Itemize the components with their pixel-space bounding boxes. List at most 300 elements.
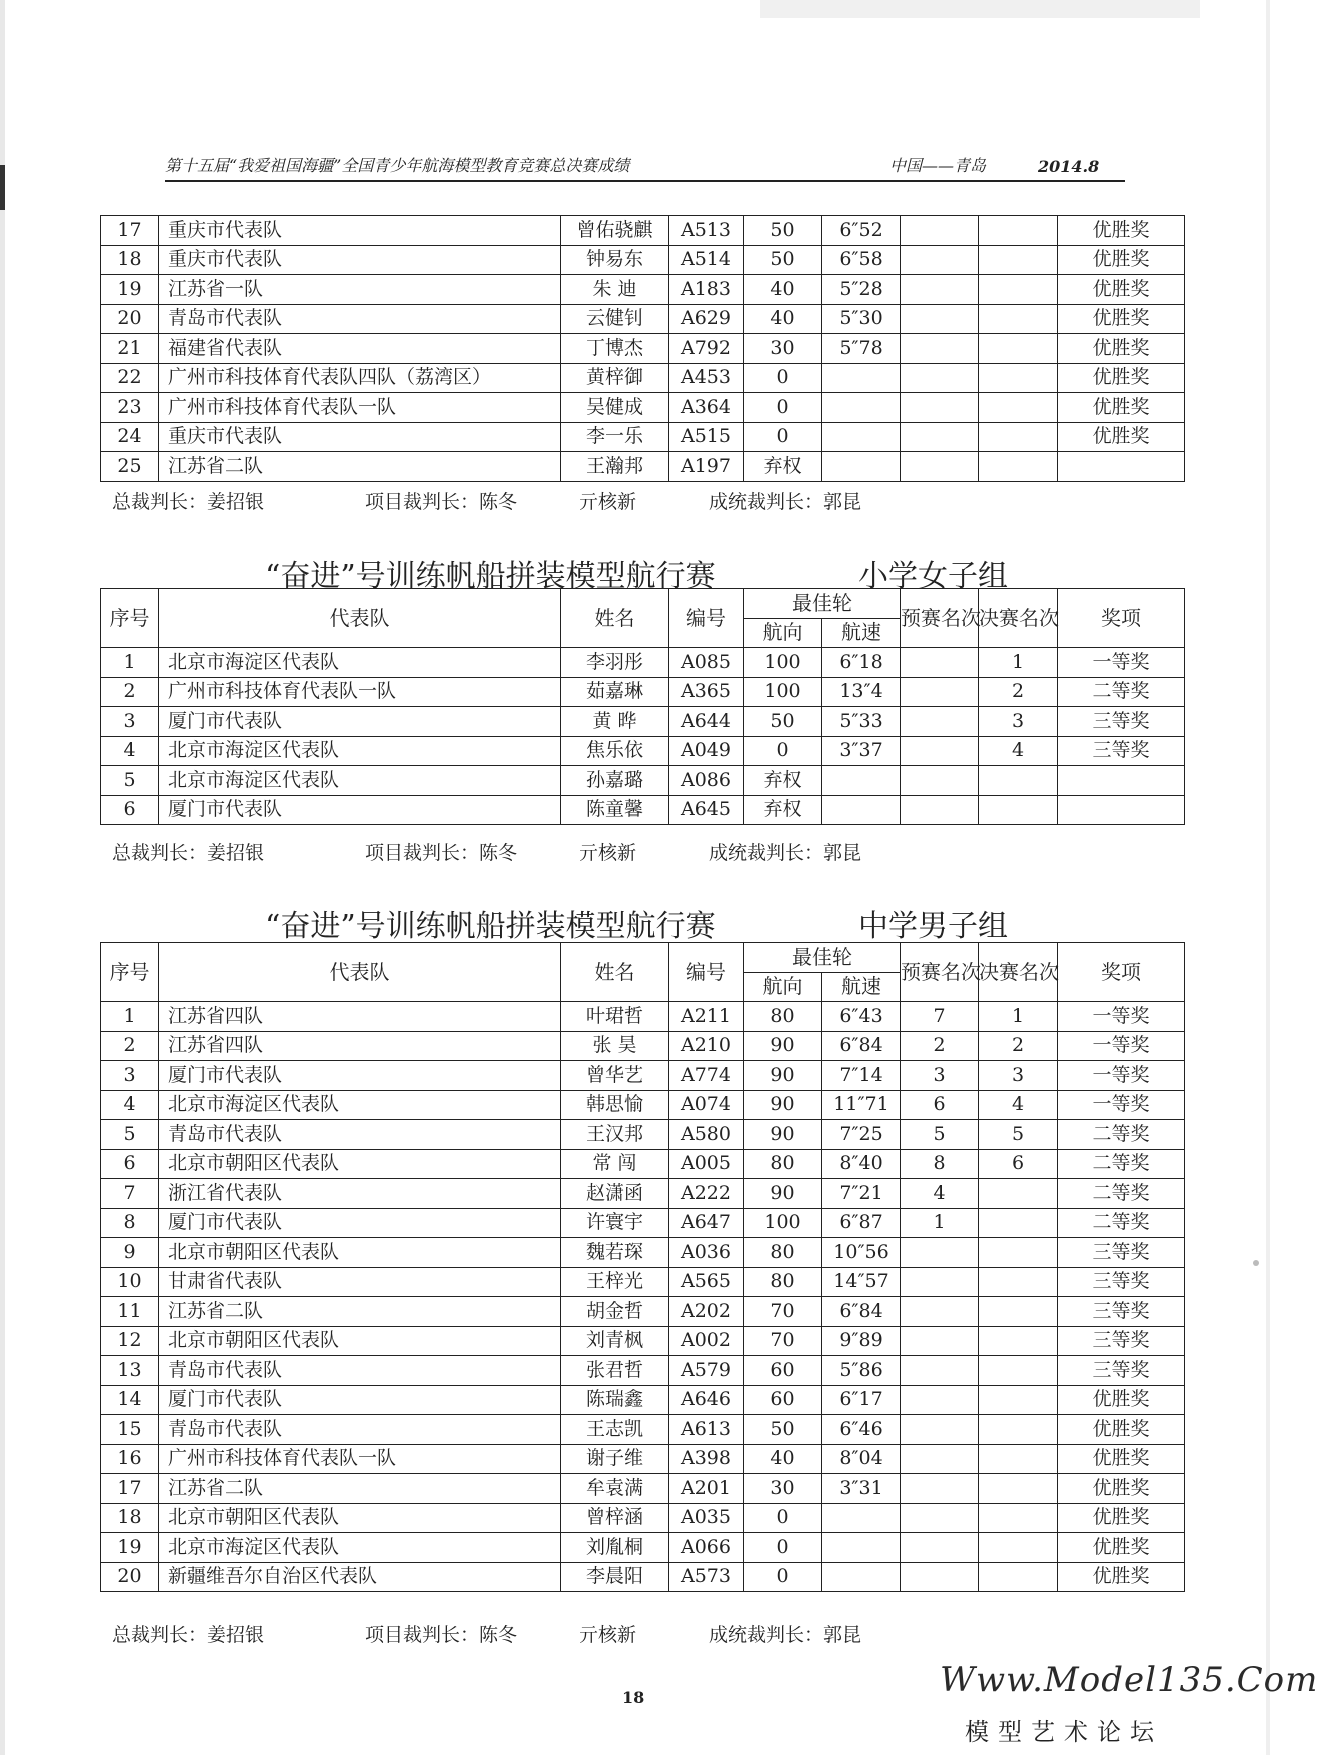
cell-award: 一等奖	[1058, 1031, 1185, 1061]
cell-name: 谢子维	[561, 1444, 669, 1474]
col-header-best-round: 最佳轮	[744, 943, 901, 973]
referees-line-3	[112, 1620, 1112, 1648]
cell-code: A074	[669, 1090, 744, 1120]
cell-code: A222	[669, 1179, 744, 1209]
cell-prelim-rank	[901, 452, 979, 482]
cell-direction: 80	[744, 1002, 822, 1032]
cell-name: 孙嘉璐	[561, 766, 669, 796]
cell-code: A036	[669, 1238, 744, 1268]
cell-final-rank	[979, 304, 1058, 334]
cell-prelim-rank	[901, 393, 979, 423]
col-header-best-round: 最佳轮	[744, 589, 901, 619]
cell-name: 茹嘉琳	[561, 677, 669, 707]
cell-direction: 50	[744, 216, 822, 246]
cell-name: 常 闯	[561, 1149, 669, 1179]
project-referee-2: 亓核新	[579, 1624, 637, 1646]
cell-team: 重庆市代表队	[159, 216, 561, 246]
cell-direction: 90	[744, 1090, 822, 1120]
cell-team: 青岛市代表队	[159, 1356, 561, 1386]
cell-code: A613	[669, 1415, 744, 1445]
cell-no: 4	[101, 736, 159, 766]
cell-final-rank: 5	[979, 1120, 1058, 1150]
header-date: 2014.8	[1038, 157, 1100, 176]
cell-direction: 50	[744, 1415, 822, 1445]
cell-team: 甘肃省代表队	[159, 1267, 561, 1297]
cell-prelim-rank: 7	[901, 1002, 979, 1032]
cell-no: 10	[101, 1267, 159, 1297]
cell-name: 曾佑骁麒	[561, 216, 669, 246]
table-row	[101, 1415, 1185, 1445]
referees-line-1	[112, 487, 1112, 515]
cell-code: A514	[669, 245, 744, 275]
cell-code: A201	[669, 1474, 744, 1504]
cell-no: 5	[101, 1120, 159, 1150]
cell-final-rank	[979, 1533, 1058, 1563]
cell-no: 23	[101, 393, 159, 423]
cell-final-rank: 4	[979, 736, 1058, 766]
page-header	[165, 150, 1125, 182]
cell-final-rank	[979, 275, 1058, 305]
cell-name: 陈瑞鑫	[561, 1385, 669, 1415]
cell-name: 吴健成	[561, 393, 669, 423]
page-number: 18	[622, 1688, 645, 1707]
cell-prelim-rank: 5	[901, 1120, 979, 1150]
cell-speed: 5″78	[822, 334, 901, 364]
cell-no: 24	[101, 422, 159, 452]
project-referee: 项目裁判长：陈冬	[365, 491, 518, 513]
cell-prelim-rank	[901, 1385, 979, 1415]
cell-prelim-rank	[901, 334, 979, 364]
table-row	[101, 1002, 1185, 1032]
cell-direction: 0	[744, 1533, 822, 1563]
cell-prelim-rank	[901, 648, 979, 678]
cell-award: 三等奖	[1058, 1238, 1185, 1268]
col-header-name: 姓名	[561, 589, 669, 648]
table-row	[101, 452, 1185, 482]
cell-final-rank: 2	[979, 677, 1058, 707]
cell-final-rank	[979, 422, 1058, 452]
cell-final-rank	[979, 1208, 1058, 1238]
cell-final-rank	[979, 1267, 1058, 1297]
table-row	[101, 1208, 1185, 1238]
cell-speed: 5″86	[822, 1356, 901, 1386]
cell-team: 厦门市代表队	[159, 1385, 561, 1415]
cell-direction: 80	[744, 1149, 822, 1179]
cell-speed: 6″84	[822, 1297, 901, 1327]
event-name: “奋进”号训练帆船拼装模型航行赛	[265, 909, 716, 944]
cell-code: A002	[669, 1326, 744, 1356]
cell-award: 优胜奖	[1058, 1562, 1185, 1592]
table-body	[101, 216, 1185, 482]
cell-final-rank	[979, 795, 1058, 825]
cell-name: 王志凯	[561, 1415, 669, 1445]
cell-award: 优胜奖	[1058, 422, 1185, 452]
cell-speed	[822, 1562, 901, 1592]
col-header-speed: 航速	[822, 972, 901, 1002]
table-row	[101, 648, 1185, 678]
scoring-referee: 成统裁判长：郭昆	[709, 842, 862, 864]
cell-name: 曾华艺	[561, 1061, 669, 1091]
cell-final-rank	[979, 363, 1058, 393]
chief-referee: 总裁判长：姜招银	[112, 842, 265, 864]
cell-name: 魏若琛	[561, 1238, 669, 1268]
col-header-code: 编号	[669, 589, 744, 648]
cell-name: 刘胤桐	[561, 1533, 669, 1563]
cell-speed: 11″71	[822, 1090, 901, 1120]
cell-name: 刘青枫	[561, 1326, 669, 1356]
cell-award: 二等奖	[1058, 1149, 1185, 1179]
cell-name: 赵潇函	[561, 1179, 669, 1209]
cell-no: 11	[101, 1297, 159, 1327]
cell-award: 二等奖	[1058, 677, 1185, 707]
cell-team: 江苏省一队	[159, 275, 561, 305]
cell-direction: 90	[744, 1031, 822, 1061]
header-location: 中国——青岛	[890, 156, 987, 175]
table-row	[101, 275, 1185, 305]
cell-team: 北京市海淀区代表队	[159, 648, 561, 678]
cell-direction: 30	[744, 1474, 822, 1504]
cell-award: 优胜奖	[1058, 334, 1185, 364]
table-body	[101, 648, 1185, 825]
cell-no: 9	[101, 1238, 159, 1268]
cell-speed: 13″4	[822, 677, 901, 707]
cell-no: 21	[101, 334, 159, 364]
table-row	[101, 1090, 1185, 1120]
cell-team: 青岛市代表队	[159, 1120, 561, 1150]
cell-prelim-rank: 4	[901, 1179, 979, 1209]
cell-prelim-rank	[901, 1533, 979, 1563]
table-row	[101, 677, 1185, 707]
cell-team: 江苏省四队	[159, 1002, 561, 1032]
cell-award: 优胜奖	[1058, 304, 1185, 334]
cell-final-rank	[979, 1444, 1058, 1474]
cell-award: 二等奖	[1058, 1208, 1185, 1238]
cell-award: 优胜奖	[1058, 393, 1185, 423]
col-header-final-rank: 决赛名次	[979, 943, 1058, 1002]
cell-direction: 80	[744, 1238, 822, 1268]
cell-no: 7	[101, 1179, 159, 1209]
col-header-no: 序号	[101, 589, 159, 648]
cell-speed	[822, 795, 901, 825]
group-name: 中学男子组	[858, 909, 1008, 944]
col-header-direction: 航向	[744, 972, 822, 1002]
cell-prelim-rank	[901, 707, 979, 737]
table-header	[101, 943, 1185, 1002]
cell-speed: 10″56	[822, 1238, 901, 1268]
cell-award: 优胜奖	[1058, 1533, 1185, 1563]
cell-code: A573	[669, 1562, 744, 1592]
cell-direction: 0	[744, 736, 822, 766]
cell-direction: 0	[744, 393, 822, 423]
cell-award: 一等奖	[1058, 1090, 1185, 1120]
cell-direction: 50	[744, 245, 822, 275]
cell-speed: 7″25	[822, 1120, 901, 1150]
cell-name: 朱 迪	[561, 275, 669, 305]
table-row	[101, 795, 1185, 825]
cell-team: 青岛市代表队	[159, 1415, 561, 1445]
cell-no: 22	[101, 363, 159, 393]
cell-team: 广州市科技体育代表队一队	[159, 393, 561, 423]
cell-code: A453	[669, 363, 744, 393]
cell-final-rank	[979, 334, 1058, 364]
cell-name: 黄梓御	[561, 363, 669, 393]
table-row	[101, 1031, 1185, 1061]
cell-speed: 6″43	[822, 1002, 901, 1032]
cell-direction: 100	[744, 677, 822, 707]
project-referee: 项目裁判长：陈冬	[365, 1624, 518, 1646]
cell-no: 15	[101, 1415, 159, 1445]
cell-prelim-rank	[901, 245, 979, 275]
cell-speed: 3″37	[822, 736, 901, 766]
table-row	[101, 1444, 1185, 1474]
cell-final-rank: 6	[979, 1149, 1058, 1179]
cell-direction: 30	[744, 334, 822, 364]
cell-speed: 3″31	[822, 1474, 901, 1504]
table-row	[101, 1385, 1185, 1415]
chief-referee: 总裁判长：姜招银	[112, 1624, 265, 1646]
cell-award	[1058, 452, 1185, 482]
results-table-primary-girls	[100, 588, 1185, 825]
cell-no: 19	[101, 1533, 159, 1563]
cell-team: 北京市海淀区代表队	[159, 766, 561, 796]
cell-direction: 70	[744, 1297, 822, 1327]
table-row	[101, 1149, 1185, 1179]
cell-name: 张君哲	[561, 1356, 669, 1386]
header-title: 第十五届“我爱祖国海疆”全国青少年航海模型教育竞赛总决赛成绩	[165, 156, 630, 175]
cell-final-rank	[979, 1326, 1058, 1356]
cell-award: 优胜奖	[1058, 1474, 1185, 1504]
table-row	[101, 766, 1185, 796]
cell-code: A644	[669, 707, 744, 737]
cell-team: 福建省代表队	[159, 334, 561, 364]
cell-speed: 8″40	[822, 1149, 901, 1179]
cell-speed: 9″89	[822, 1326, 901, 1356]
cell-speed: 7″14	[822, 1061, 901, 1091]
cell-prelim-rank	[901, 1562, 979, 1592]
cell-prelim-rank	[901, 216, 979, 246]
cell-team: 重庆市代表队	[159, 245, 561, 275]
cell-final-rank	[979, 1474, 1058, 1504]
cell-team: 江苏省二队	[159, 452, 561, 482]
cell-final-rank	[979, 393, 1058, 423]
cell-award: 优胜奖	[1058, 1385, 1185, 1415]
project-referee-2: 亓核新	[579, 491, 637, 513]
table-row	[101, 1120, 1185, 1150]
col-header-prelim-rank: 预赛名次	[901, 589, 979, 648]
cell-speed: 8″04	[822, 1444, 901, 1474]
cell-prelim-rank	[901, 422, 979, 452]
cell-no: 16	[101, 1444, 159, 1474]
col-header-award: 奖项	[1058, 943, 1185, 1002]
cell-no: 14	[101, 1385, 159, 1415]
cell-code: A647	[669, 1208, 744, 1238]
cell-direction: 弃权	[744, 452, 822, 482]
cell-code: A066	[669, 1533, 744, 1563]
cell-direction: 100	[744, 648, 822, 678]
cell-final-rank	[979, 1503, 1058, 1533]
cell-prelim-rank	[901, 1356, 979, 1386]
cell-award: 优胜奖	[1058, 216, 1185, 246]
cell-no: 8	[101, 1208, 159, 1238]
cell-speed	[822, 393, 901, 423]
cell-no: 12	[101, 1326, 159, 1356]
cell-name: 韩思愉	[561, 1090, 669, 1120]
cell-no: 3	[101, 1061, 159, 1091]
table-row	[101, 1179, 1185, 1209]
cell-name: 曾梓涵	[561, 1503, 669, 1533]
table-row	[101, 1503, 1185, 1533]
cell-code: A774	[669, 1061, 744, 1091]
cell-code: A580	[669, 1120, 744, 1150]
cell-award: 三等奖	[1058, 1297, 1185, 1327]
cell-final-rank	[979, 245, 1058, 275]
table-row	[101, 736, 1185, 766]
cell-name: 张 昊	[561, 1031, 669, 1061]
cell-speed: 14″57	[822, 1267, 901, 1297]
project-referee-2: 亓核新	[579, 842, 637, 864]
table-row	[101, 1474, 1185, 1504]
cell-code: A364	[669, 393, 744, 423]
cell-no: 1	[101, 648, 159, 678]
cell-team: 青岛市代表队	[159, 304, 561, 334]
table-body	[101, 1002, 1185, 1592]
cell-name: 钟易东	[561, 245, 669, 275]
project-referee: 项目裁判长：陈冬	[365, 842, 518, 864]
cell-speed: 6″17	[822, 1385, 901, 1415]
cell-code: A211	[669, 1002, 744, 1032]
cell-no: 17	[101, 216, 159, 246]
table-row	[101, 707, 1185, 737]
table-row	[101, 1061, 1185, 1091]
cell-direction: 100	[744, 1208, 822, 1238]
cell-code: A365	[669, 677, 744, 707]
cell-no: 2	[101, 677, 159, 707]
cell-direction: 90	[744, 1061, 822, 1091]
cell-name: 黄 晔	[561, 707, 669, 737]
cell-final-rank	[979, 1179, 1058, 1209]
cell-final-rank	[979, 1238, 1058, 1268]
col-header-final-rank: 决赛名次	[979, 589, 1058, 648]
cell-final-rank	[979, 216, 1058, 246]
cell-final-rank	[979, 1562, 1058, 1592]
cell-prelim-rank	[901, 304, 979, 334]
col-header-code: 编号	[669, 943, 744, 1002]
cell-direction: 60	[744, 1356, 822, 1386]
cell-prelim-rank	[901, 1297, 979, 1327]
cell-code: A565	[669, 1267, 744, 1297]
cell-name: 王瀚邦	[561, 452, 669, 482]
cell-direction: 70	[744, 1326, 822, 1356]
cell-final-rank: 3	[979, 707, 1058, 737]
cell-prelim-rank	[901, 1415, 979, 1445]
col-header-prelim-rank: 预赛名次	[901, 943, 979, 1002]
cell-prelim-rank	[901, 1444, 979, 1474]
cell-prelim-rank: 3	[901, 1061, 979, 1091]
cell-prelim-rank: 1	[901, 1208, 979, 1238]
cell-speed	[822, 766, 901, 796]
table-row	[101, 1326, 1185, 1356]
col-header-award: 奖项	[1058, 589, 1185, 648]
table-row	[101, 363, 1185, 393]
cell-name: 李晨阳	[561, 1562, 669, 1592]
cell-code: A398	[669, 1444, 744, 1474]
cell-direction: 60	[744, 1385, 822, 1415]
cell-team: 广州市科技体育代表队一队	[159, 1444, 561, 1474]
cell-prelim-rank: 8	[901, 1149, 979, 1179]
cell-team: 厦门市代表队	[159, 795, 561, 825]
cell-team: 北京市朝阳区代表队	[159, 1503, 561, 1533]
cell-final-rank: 1	[979, 648, 1058, 678]
cell-final-rank: 3	[979, 1061, 1058, 1091]
cell-prelim-rank	[901, 1267, 979, 1297]
cell-direction: 0	[744, 363, 822, 393]
cell-award: 优胜奖	[1058, 245, 1185, 275]
table-row	[101, 393, 1185, 423]
table-header	[101, 589, 1185, 648]
cell-speed: 6″46	[822, 1415, 901, 1445]
cell-no: 20	[101, 304, 159, 334]
table-row	[101, 1356, 1185, 1386]
cell-prelim-rank	[901, 766, 979, 796]
cell-award: 优胜奖	[1058, 1444, 1185, 1474]
cell-no: 5	[101, 766, 159, 796]
cell-award: 优胜奖	[1058, 275, 1185, 305]
cell-prelim-rank	[901, 363, 979, 393]
cell-team: 北京市朝阳区代表队	[159, 1326, 561, 1356]
cell-final-rank	[979, 1356, 1058, 1386]
cell-speed	[822, 422, 901, 452]
cell-final-rank	[979, 766, 1058, 796]
cell-direction: 80	[744, 1267, 822, 1297]
cell-team: 北京市海淀区代表队	[159, 736, 561, 766]
cell-speed: 5″30	[822, 304, 901, 334]
cell-code: A515	[669, 422, 744, 452]
cell-speed: 5″33	[822, 707, 901, 737]
cell-name: 胡金哲	[561, 1297, 669, 1327]
cell-direction: 90	[744, 1120, 822, 1150]
cell-award: 一等奖	[1058, 648, 1185, 678]
table-row	[101, 216, 1185, 246]
cell-team: 北京市海淀区代表队	[159, 1090, 561, 1120]
cell-direction: 90	[744, 1179, 822, 1209]
cell-prelim-rank	[901, 1503, 979, 1533]
cell-award	[1058, 766, 1185, 796]
cell-name: 叶珺哲	[561, 1002, 669, 1032]
cell-no: 18	[101, 1503, 159, 1533]
cell-no: 6	[101, 1149, 159, 1179]
cell-code: A197	[669, 452, 744, 482]
cell-prelim-rank	[901, 736, 979, 766]
cell-code: A629	[669, 304, 744, 334]
cell-award: 一等奖	[1058, 1002, 1185, 1032]
cell-team: 厦门市代表队	[159, 707, 561, 737]
cell-prelim-rank	[901, 1474, 979, 1504]
cell-team: 北京市海淀区代表队	[159, 1533, 561, 1563]
watermark-text: 模型艺术论坛	[965, 1718, 1163, 1746]
cell-code: A513	[669, 216, 744, 246]
cell-code: A645	[669, 795, 744, 825]
table-row	[101, 422, 1185, 452]
event-name: “奋进”号训练帆船拼装模型航行赛	[265, 559, 716, 594]
cell-award: 优胜奖	[1058, 1503, 1185, 1533]
cell-direction: 弃权	[744, 766, 822, 796]
cell-code: A646	[669, 1385, 744, 1415]
header-row-1	[101, 943, 1185, 973]
cell-team: 厦门市代表队	[159, 1208, 561, 1238]
cell-prelim-rank: 2	[901, 1031, 979, 1061]
table-row	[101, 334, 1185, 364]
results-table-middle-boys	[100, 942, 1185, 1592]
